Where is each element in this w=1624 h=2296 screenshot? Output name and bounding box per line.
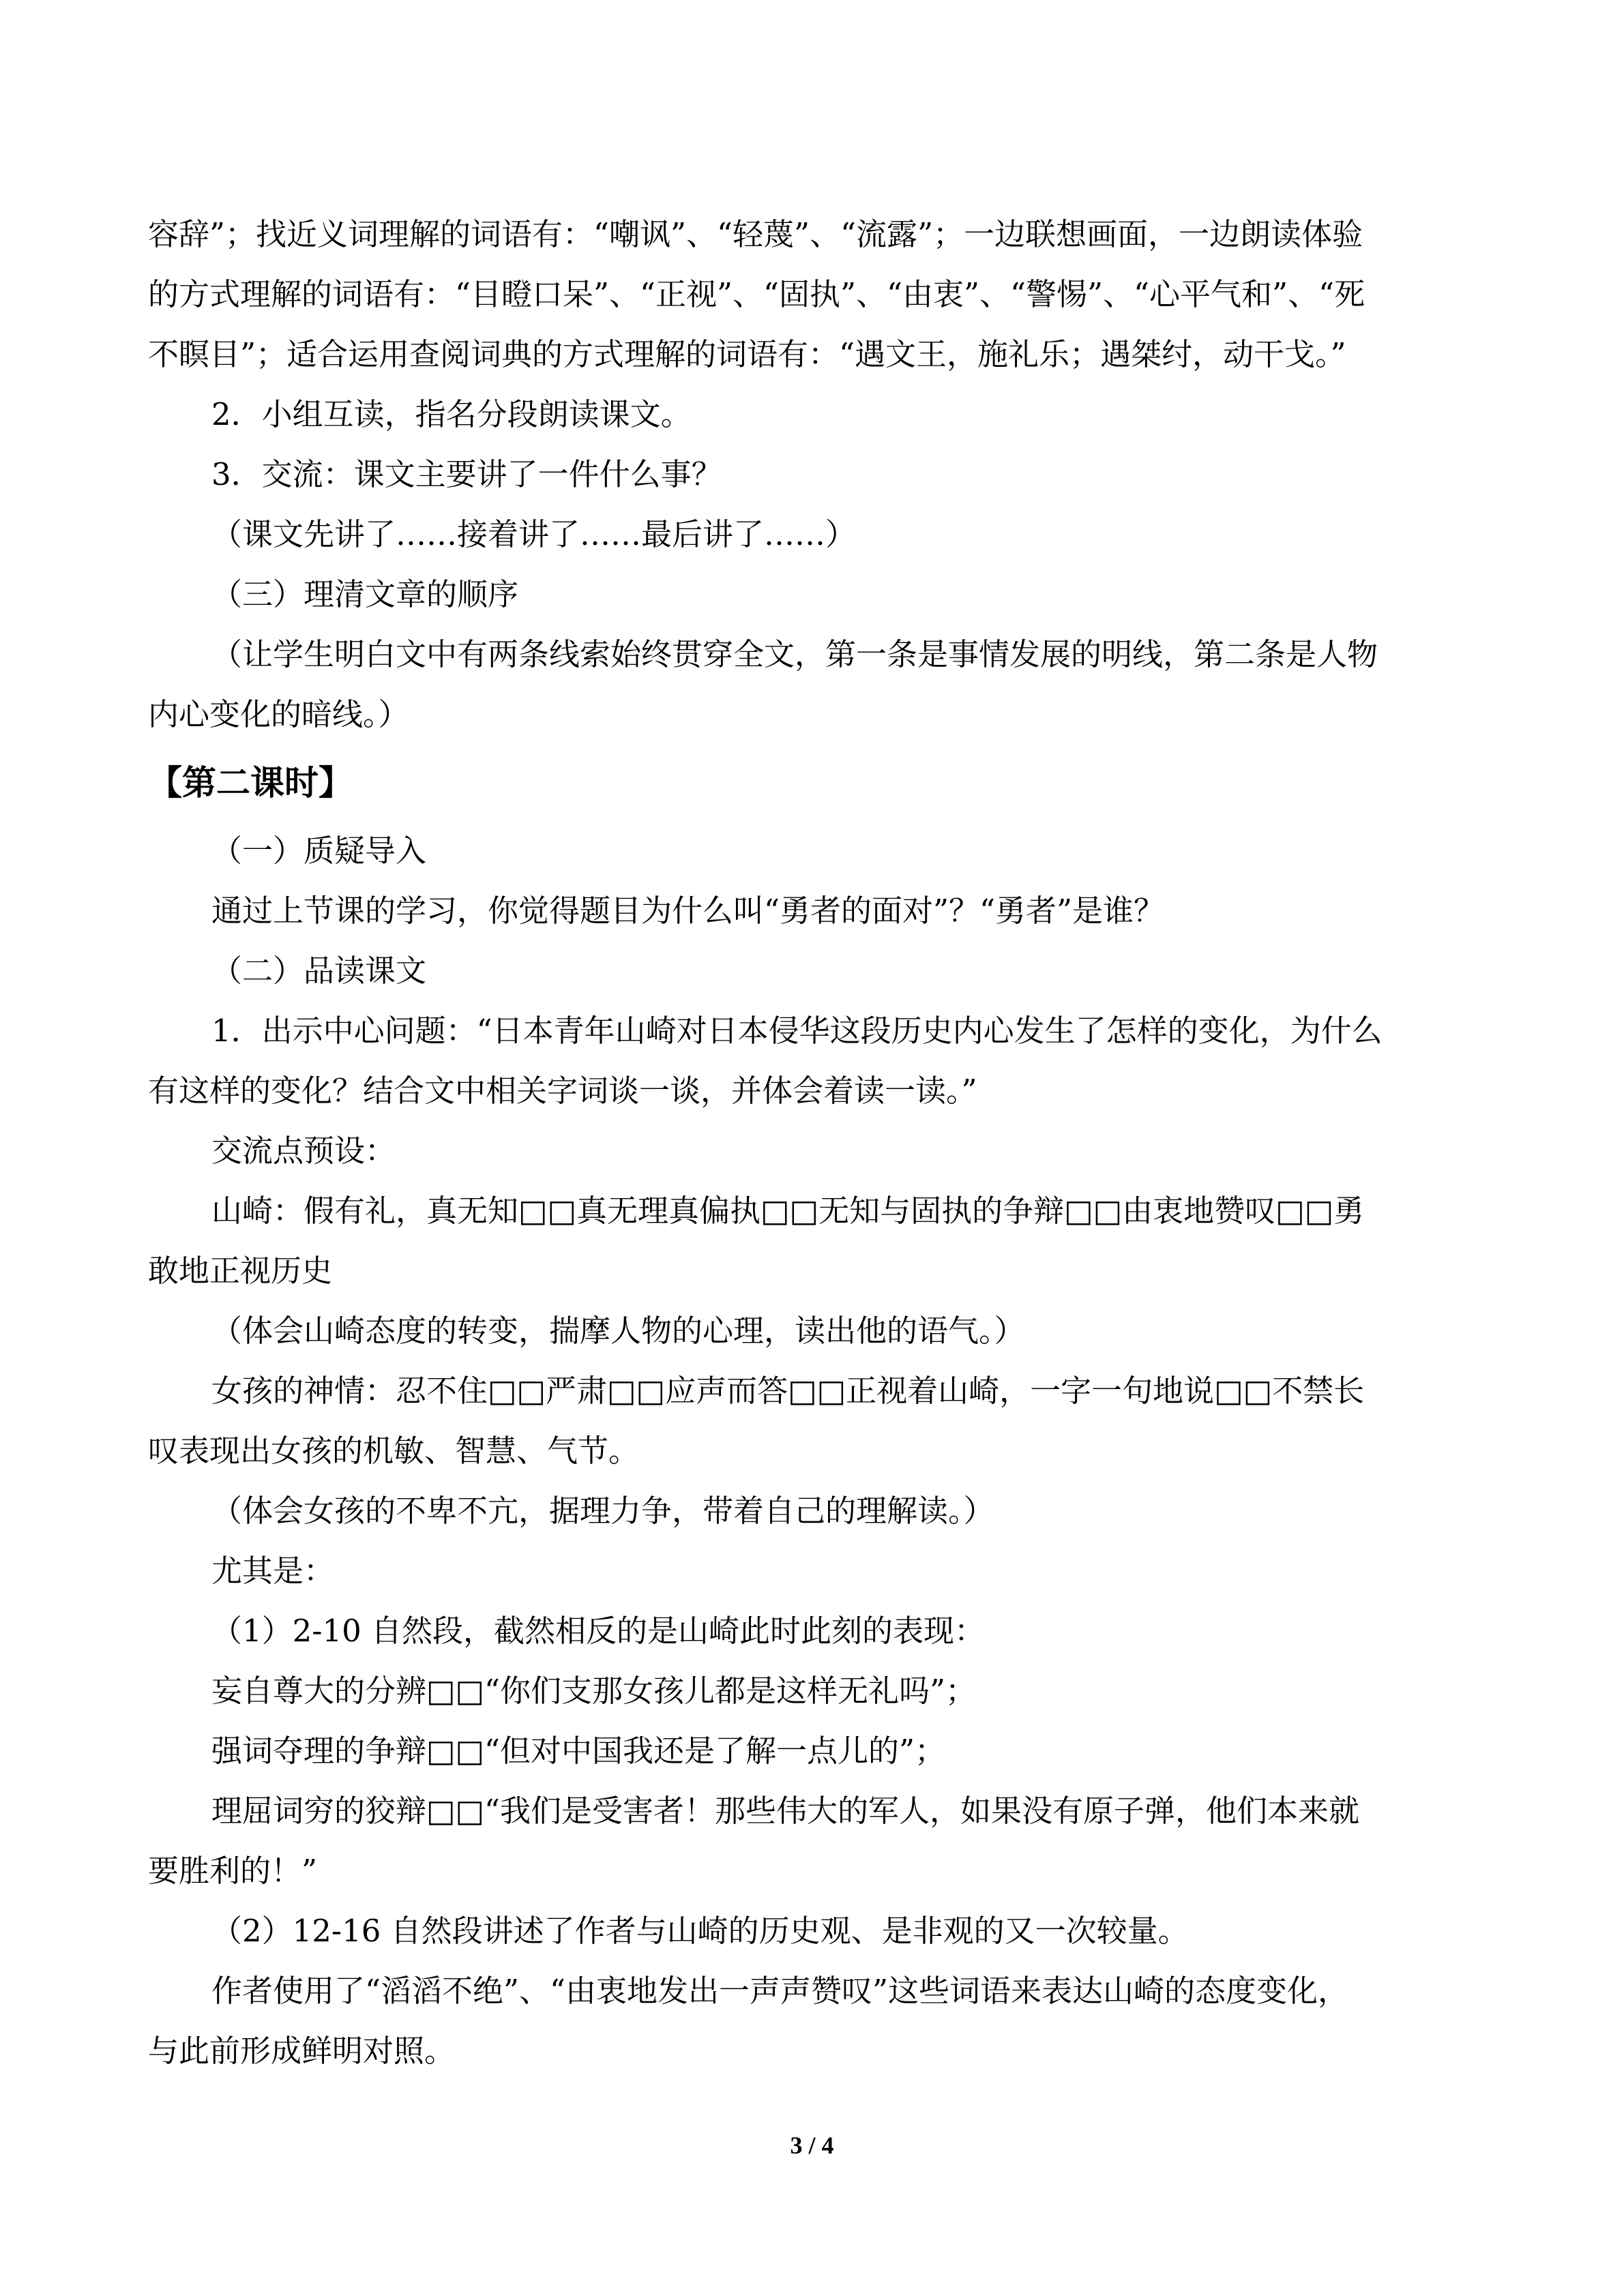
text-line: （让学生明白文中有两条线索始终贯穿全文，第一条是事情发展的明线，第二条是人物 — [211, 636, 1378, 672]
text-line: 女孩的神情：忍不住□□严肃□□应声而答□□正视着山崎，一字一句地说□□不禁长 — [211, 1373, 1365, 1409]
text-line: 山崎：假有礼，真无知□□真无理真偏执□□无知与固执的争辩□□由衷地赞叹□□勇 — [211, 1193, 1365, 1229]
text-line: 叹表现出女孩的机敏、智慧、气节。 — [148, 1433, 640, 1469]
text-line: 2．小组互读，指名分段朗读课文。 — [211, 396, 692, 432]
text-line: （课文先讲了……接着讲了……最后讲了……） — [211, 516, 857, 552]
text-line: 有这样的变化？结合文中相关字词谈一谈，并体会着读一读。” — [148, 1073, 977, 1109]
text-line: 通过上节课的学习，你觉得题目为什么叫“勇者的面对”？“勇者”是谁？ — [211, 893, 1165, 929]
text-line: （体会女孩的不卑不亢，据理力争，带着自己的理解读。） — [211, 1493, 994, 1529]
text-line: （1）2-10 自然段，截然相反的是山崎此时此刻的表现： — [211, 1613, 986, 1649]
text-line: 妄自尊大的分辨□□“你们支那女孩儿都是这样无礼吗”； — [211, 1673, 977, 1709]
text-line: 要胜利的！” — [148, 1853, 318, 1889]
text-line: （二）品读课文 — [211, 953, 427, 989]
text-line: 内心变化的暗线。） — [148, 696, 409, 732]
text-line: 不瞑目”；适合运用查阅词典的方式理解的词语有：“遇文王，施礼乐；遇桀纣，动干戈。” — [148, 336, 1346, 372]
section-heading: 【第二课时】 — [148, 762, 353, 803]
text-line: 尤其是： — [211, 1553, 335, 1589]
text-line: 敢地正视历史 — [148, 1253, 333, 1289]
text-line: 容辞”；找近义词理解的词语有：“嘲讽”、“轻蔑”、“流露”；一边联想画面，一边朗读体验 — [148, 216, 1363, 252]
text-line: （三）理清文章的顺序 — [211, 576, 519, 612]
text-line: 强词夺理的争辩□□“但对中国我还是了解一点儿的”； — [211, 1733, 946, 1769]
text-line: 交流点预设： — [211, 1133, 396, 1169]
text-line: （2）12-16 自然段讲述了作者与山崎的历史观、是非观的又一次较量。 — [211, 1913, 1189, 1949]
text-line: 1．出示中心问题：“日本青年山崎对日本侵华这段历史内心发生了怎样的变化，为什么 — [211, 1013, 1383, 1049]
text-line: （一）质疑导入 — [211, 833, 427, 869]
text-line: 作者使用了“滔滔不绝”、“由衷地发出一声声赞叹”这些词语来表达山崎的态度变化， — [211, 1973, 1349, 2009]
text-line: （体会山崎态度的转变，揣摩人物的心理，读出他的语气。） — [211, 1313, 1025, 1349]
document-body — [148, 205, 1475, 2081]
text-line: 与此前形成鲜明对照。 — [148, 2033, 456, 2069]
text-line: 3．交流：课文主要讲了一件什么事？ — [211, 456, 722, 492]
page-number: 3 / 4 — [790, 2132, 834, 2159]
text-line: 理屈词穷的狡辩□□“我们是受害者！那些伟大的军人，如果没有原子弹，他们本来就 — [211, 1793, 1360, 1829]
text-line: 的方式理解的词语有：“目瞪口呆”、“正视”、“固执”、“由衷”、“警惕”、“心平气和”、“死 — [148, 276, 1365, 312]
